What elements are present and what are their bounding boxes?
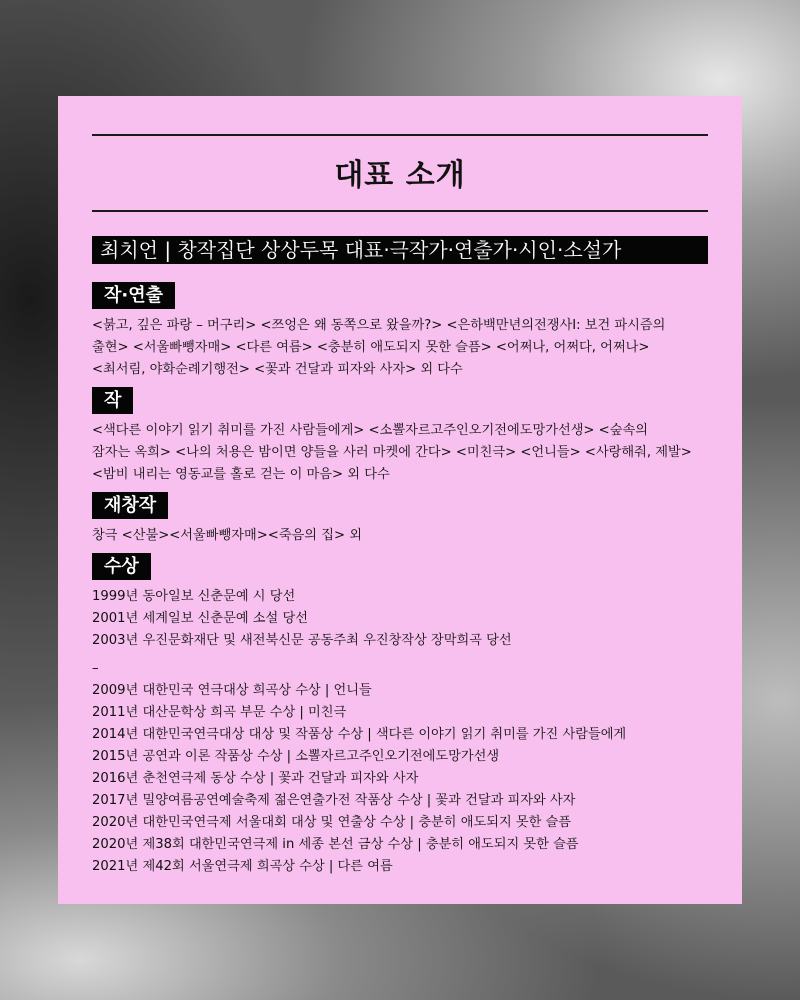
text-line: <색다른 이야기 읽기 취미를 가진 사람들에게> <소뽈자르고주인오기전에도망가선생> <숲속의 <box>92 423 648 438</box>
award-line: 2021년 제42회 서울연극제 희곡상 수상 | 다른 여름 <box>92 859 393 874</box>
award-line: 2001년 세계일보 신춘문예 소설 당선 <box>92 611 308 626</box>
text-line: <최서림, 야화순례기행전> <꽃과 건달과 피자와 사자> 외 다수 <box>92 362 463 377</box>
section-body-recreation <box>92 525 708 547</box>
section-label-recreation: 재창작 <box>92 492 168 519</box>
award-line: 2009년 대한민국 연극대상 희곡상 수상 | 언니들 <box>92 683 372 698</box>
name-bar: 최치언 | 창작집단 상상두목 대표·극작가·연출가·시인·소설가 <box>92 236 708 264</box>
text-line: <붉고, 깊은 파랑 – 머구리> <쯔엉은 왜 동쪽으로 왔을까?> <은하백만년의전쟁사I: 보건 파시즘의 <box>92 318 666 333</box>
award-line: 2020년 대한민국연극제 서울대회 대상 및 연출상 수상 | 충분히 애도되지 못한 슬픔 <box>92 815 572 830</box>
section-body-direction <box>92 315 708 381</box>
section-label-direction: 작·연출 <box>92 282 175 309</box>
text-line: 잠자는 옥희> <나의 처용은 밤이면 양들을 사러 마켓에 간다> <미친극> <언니들> <사랑해줘, 제발> <box>92 445 692 460</box>
section-writing <box>92 387 708 486</box>
award-line: 2017년 밀양여름공연예술축제 젊은연출가전 작품상 수상 | 꽃과 건달과 피자와 사자 <box>92 793 576 808</box>
award-separator: – <box>92 661 99 676</box>
section-body-awards <box>92 586 708 878</box>
text-line: 창극 <산불><서울빠뺑자매><죽음의 집> 외 <box>92 528 362 543</box>
award-line: 2015년 공연과 이론 작품상 수상 | 소뽈자르고주인오기전에도망가선생 <box>92 749 500 764</box>
profile-card <box>58 96 742 904</box>
page-title: 대표 소개 <box>334 158 466 193</box>
award-line: 2020년 제38회 대한민국연극제 in 세종 본선 금상 수상 | 충분히 애도되지 못한 슬픔 <box>92 837 579 852</box>
section-label-awards: 수상 <box>92 553 151 580</box>
top-rule <box>92 134 708 136</box>
section-label-writing: 작 <box>92 387 133 414</box>
section-recreation <box>92 492 708 547</box>
award-line: 1999년 동아일보 신춘문예 시 당선 <box>92 589 296 604</box>
text-line: 출현> <서울빠뺑자매> <다른 여름> <충분히 애도되지 못한 슬픔> <어쩌나, 어쩌다, 어쩌나> <box>92 340 650 355</box>
award-line: 2014년 대한민국연극대상 대상 및 작품상 수상 | 색다른 이야기 읽기 취미를 가진 사람들에게 <box>92 727 627 742</box>
section-body-writing <box>92 420 708 486</box>
award-line: 2003년 우진문화재단 및 새전북신문 공동주최 우진창작상 장막희곡 당선 <box>92 633 512 648</box>
title-rule <box>92 210 708 212</box>
award-line: 2016년 춘천연극제 동상 수상 | 꽃과 건달과 피자와 사자 <box>92 771 419 786</box>
section-direction <box>92 282 708 381</box>
section-awards <box>92 553 708 878</box>
text-line: <밤비 내리는 영동교를 홀로 걷는 이 마음> 외 다수 <box>92 467 390 482</box>
award-line: 2011년 대산문학상 희곡 부문 수상 | 미친극 <box>92 705 347 720</box>
